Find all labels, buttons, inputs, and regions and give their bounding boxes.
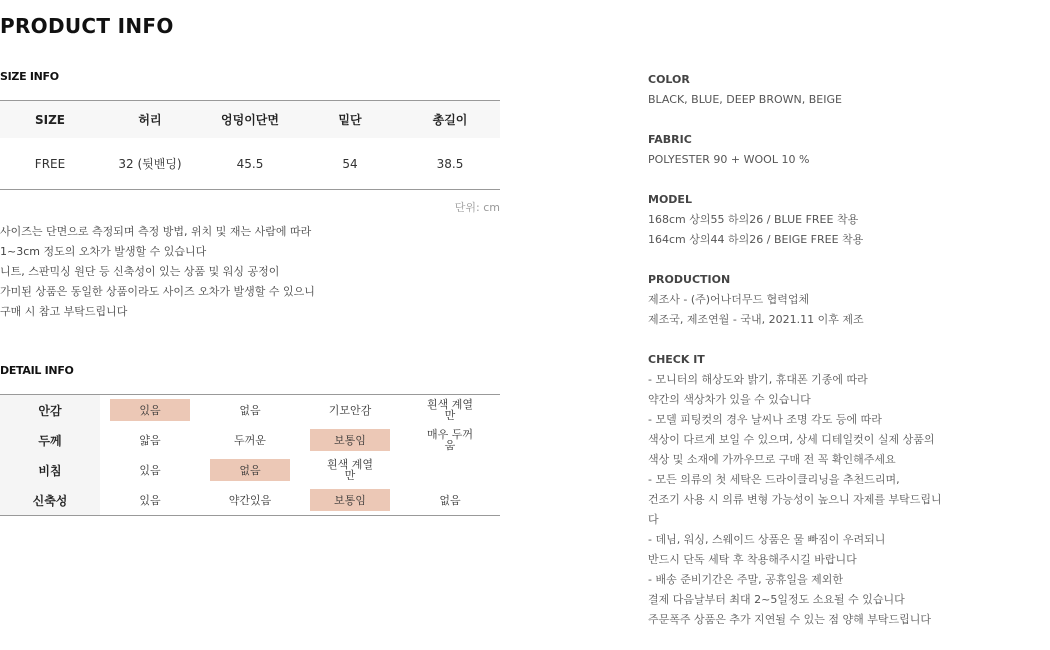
detail-info-label: DETAIL INFO bbox=[0, 364, 74, 377]
note-line: 니트, 스판믹싱 원단 등 신축성이 있는 상품 및 워싱 공정이 bbox=[0, 265, 280, 278]
detail-option-cell bbox=[300, 395, 400, 425]
product-spec-column bbox=[648, 70, 1048, 650]
detail-option: 두꺼운 bbox=[234, 433, 266, 447]
size-info-label: SIZE INFO bbox=[0, 70, 59, 83]
model-block bbox=[648, 190, 1048, 250]
detail-option-cell bbox=[100, 425, 200, 455]
detail-option-cell bbox=[200, 395, 300, 425]
check-heading: CHECK IT bbox=[648, 353, 705, 366]
unit-label: 단위: cm bbox=[454, 201, 500, 214]
detail-option-cell bbox=[400, 395, 500, 425]
check-line: 다 bbox=[648, 513, 659, 526]
detail-option-cell bbox=[400, 485, 500, 515]
detail-table bbox=[0, 394, 500, 516]
detail-option-cell bbox=[100, 485, 200, 515]
check-line: 건조기 사용 시 의류 변형 가능성이 높으니 자제를 부탁드립니 bbox=[648, 493, 942, 506]
detail-option: 없음 bbox=[239, 403, 261, 417]
size-value-cell: 32 (뒷밴딩) bbox=[118, 157, 182, 171]
check-line: - 데님, 워싱, 스웨이드 상품은 물 빠짐이 우려되니 bbox=[648, 533, 886, 546]
check-line: 약간의 색상차가 있을 수 있습니다 bbox=[648, 393, 811, 406]
detail-row-head: 안감 bbox=[0, 395, 100, 425]
size-value-cell: 54 bbox=[342, 156, 358, 171]
size-table bbox=[0, 100, 500, 190]
detail-option-selected: 있음 bbox=[110, 399, 190, 421]
size-value-cell: 38.5 bbox=[436, 156, 464, 171]
detail-option-cell bbox=[300, 425, 400, 455]
detail-option: 기모안감 bbox=[328, 403, 372, 417]
detail-row bbox=[0, 455, 500, 485]
fabric-heading: FABRIC bbox=[648, 133, 692, 146]
model-line: 168cm 상의55 하의26 / BLUE FREE 착용 bbox=[648, 213, 859, 226]
detail-option-cell bbox=[200, 455, 300, 485]
detail-option-selected: 보통임 bbox=[310, 489, 390, 511]
note-line: 구매 시 참고 부탁드립니다 bbox=[0, 305, 128, 318]
note-line: 사이즈는 단면으로 측정되며 측정 방법, 위치 및 재는 사람에 따라 bbox=[0, 225, 312, 238]
size-header-cell: SIZE bbox=[34, 112, 65, 127]
page-title: PRODUCT INFO bbox=[0, 14, 174, 38]
check-line: 주문폭주 상품은 추가 지연될 수 있는 점 양해 부탁드립니다 bbox=[648, 613, 931, 626]
size-table-row bbox=[0, 138, 500, 189]
check-line: - 배송 준비기간은 주말, 공휴일을 제외한 bbox=[648, 573, 843, 586]
detail-option: 얇음 bbox=[139, 433, 161, 447]
fabric-block bbox=[648, 130, 1048, 170]
detail-option: 있음 bbox=[139, 463, 161, 477]
detail-option-cell bbox=[400, 455, 500, 485]
detail-row-head: 비침 bbox=[0, 455, 100, 485]
note-line: 1~3cm 정도의 오차가 발생할 수 있습니다 bbox=[0, 245, 207, 258]
size-value-cell: FREE bbox=[34, 156, 66, 171]
check-line: 색상 및 소재에 가까우므로 구매 전 꼭 확인해주세요 bbox=[648, 453, 896, 466]
model-heading: MODEL bbox=[648, 193, 692, 206]
size-header-cell: 총길이 bbox=[432, 113, 468, 127]
size-header-cell: 엉덩이단면 bbox=[221, 113, 279, 127]
detail-option: 없음 bbox=[439, 493, 461, 507]
detail-option-cell bbox=[100, 455, 200, 485]
production-line: 제조사 - (주)어나더무드 협력업체 bbox=[648, 293, 810, 306]
production-line: 제조국, 제조연월 - 국내, 2021.11 이후 제조 bbox=[648, 313, 864, 326]
check-line: 반드시 단독 세탁 후 착용해주시길 바랍니다 bbox=[648, 553, 857, 566]
size-header-cell: 허리 bbox=[138, 113, 162, 127]
size-notes bbox=[0, 222, 315, 322]
production-block bbox=[648, 270, 1048, 330]
check-line: - 모니터의 해상도와 밝기, 휴대폰 기종에 따라 bbox=[648, 373, 868, 386]
detail-row bbox=[0, 485, 500, 515]
detail-option-cell bbox=[300, 485, 400, 515]
check-line: 색상이 다르게 보일 수 있으며, 상세 디테일컷이 실제 상품의 bbox=[648, 433, 935, 446]
detail-option-cell bbox=[200, 425, 300, 455]
detail-option: 매우 두꺼 움 bbox=[426, 428, 473, 452]
check-block bbox=[648, 350, 1048, 630]
detail-row bbox=[0, 425, 500, 455]
fabric-value: POLYESTER 90 + WOOL 10 % bbox=[648, 153, 810, 166]
check-line: 결제 다음날부터 최대 2~5일정도 소요될 수 있습니다 bbox=[648, 593, 905, 606]
detail-option-cell bbox=[100, 395, 200, 425]
detail-option-cell bbox=[400, 425, 500, 455]
color-block bbox=[648, 70, 1048, 110]
size-value-cell: 45.5 bbox=[236, 156, 264, 171]
model-line: 164cm 상의44 하의26 / BEIGE FREE 착용 bbox=[648, 233, 864, 246]
detail-option bbox=[410, 459, 490, 481]
detail-option-cell bbox=[300, 455, 400, 485]
color-heading: COLOR bbox=[648, 73, 690, 86]
detail-option-cell bbox=[200, 485, 300, 515]
detail-row-head: 신축성 bbox=[0, 485, 100, 515]
check-line: - 모델 피팅컷의 경우 날씨나 조명 각도 등에 따라 bbox=[648, 413, 882, 426]
detail-option: 있음 bbox=[139, 493, 161, 507]
detail-option: 약간있음 bbox=[228, 493, 272, 507]
size-header-cell: 밑단 bbox=[338, 113, 362, 127]
detail-option-selected: 보통임 bbox=[310, 429, 390, 451]
detail-option-selected: 없음 bbox=[210, 459, 290, 481]
check-line: - 모든 의류의 첫 세탁은 드라이클리닝을 추천드리며, bbox=[648, 473, 900, 486]
size-table-header bbox=[0, 101, 500, 138]
note-line: 가미된 상품은 동일한 상품이라도 사이즈 오차가 발생할 수 있으니 bbox=[0, 285, 315, 298]
detail-row bbox=[0, 395, 500, 425]
detail-option: 흰색 계열 만 bbox=[426, 398, 473, 422]
detail-option: 흰색 계열 만 bbox=[326, 458, 373, 482]
production-heading: PRODUCTION bbox=[648, 273, 731, 286]
detail-row-head: 두께 bbox=[0, 425, 100, 455]
color-value: BLACK, BLUE, DEEP BROWN, BEIGE bbox=[648, 93, 842, 106]
